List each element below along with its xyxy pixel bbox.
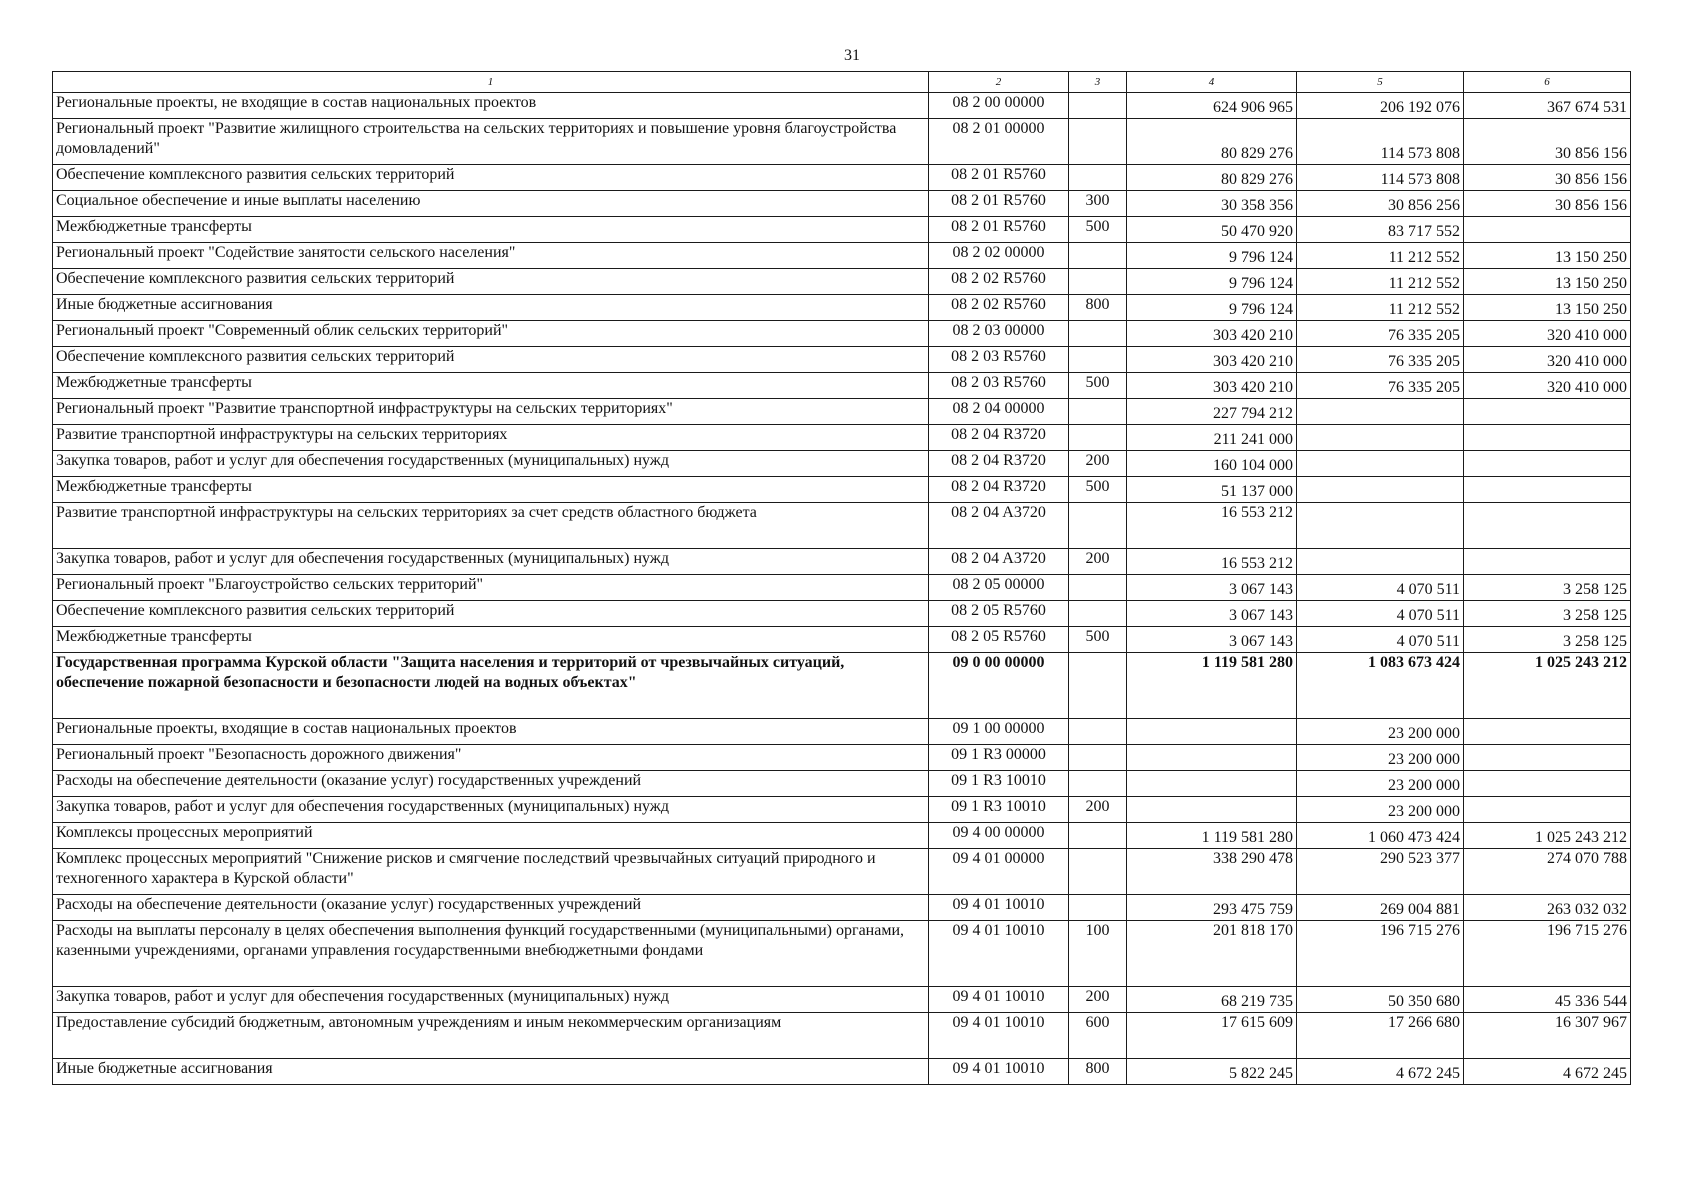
row-value-col6: 274 070 788 (1464, 849, 1631, 895)
row-name: Закупка товаров, работ и услуг для обеспечения государственных (муниципальных) нужд (53, 549, 929, 575)
row-value-col6: 367 674 531 (1464, 93, 1631, 119)
row-expense-type (1069, 399, 1127, 425)
row-code: 08 2 02 00000 (929, 243, 1069, 269)
row-expense-type (1069, 165, 1127, 191)
row-value-col5: 50 350 680 (1297, 987, 1464, 1013)
row-code: 08 2 02 R5760 (929, 269, 1069, 295)
row-name: Обеспечение комплексного развития сельских территорий (53, 347, 929, 373)
row-value-col5: 114 573 808 (1297, 165, 1464, 191)
row-value-col4: 80 829 276 (1127, 119, 1297, 165)
table-row (53, 477, 1631, 503)
row-name: Региональный проект "Содействие занятости сельского населения" (53, 243, 929, 269)
row-value-col5: 4 070 511 (1297, 601, 1464, 627)
row-value-col5: 290 523 377 (1297, 849, 1464, 895)
row-code: 08 2 03 R5760 (929, 347, 1069, 373)
row-name: Иные бюджетные ассигнования (53, 295, 929, 321)
row-value-col4: 293 475 759 (1127, 895, 1297, 921)
table-row (53, 1013, 1631, 1059)
row-value-col6 (1464, 477, 1631, 503)
row-value-col6: 30 856 156 (1464, 191, 1631, 217)
row-value-col5: 114 573 808 (1297, 119, 1464, 165)
row-name: Закупка товаров, работ и услуг для обеспечения государственных (муниципальных) нужд (53, 797, 929, 823)
row-value-col5: 1 083 673 424 (1297, 653, 1464, 719)
table-row (53, 987, 1631, 1013)
row-expense-type: 500 (1069, 217, 1127, 243)
row-code: 08 2 01 00000 (929, 119, 1069, 165)
row-value-col5: 11 212 552 (1297, 243, 1464, 269)
row-name: Региональные проекты, не входящие в состав национальных проектов (53, 93, 929, 119)
row-value-col5: 30 856 256 (1297, 191, 1464, 217)
table-row (53, 119, 1631, 165)
table-row (53, 451, 1631, 477)
row-value-col4: 16 553 212 (1127, 503, 1297, 549)
row-value-col6 (1464, 399, 1631, 425)
row-value-col6: 3 258 125 (1464, 601, 1631, 627)
row-value-col5: 1 060 473 424 (1297, 823, 1464, 849)
row-code: 09 4 01 00000 (929, 849, 1069, 895)
table-row (53, 653, 1631, 719)
row-value-col6: 263 032 032 (1464, 895, 1631, 921)
header-col-1: 1 (53, 72, 929, 93)
table-row (53, 321, 1631, 347)
row-name: Межбюджетные трансферты (53, 477, 929, 503)
row-expense-type: 200 (1069, 451, 1127, 477)
row-value-col4: 16 553 212 (1127, 549, 1297, 575)
row-value-col4: 303 420 210 (1127, 321, 1297, 347)
table-row (53, 243, 1631, 269)
row-code: 08 2 03 00000 (929, 321, 1069, 347)
row-value-col6 (1464, 797, 1631, 823)
table-row (53, 745, 1631, 771)
row-value-col6 (1464, 503, 1631, 549)
row-expense-type (1069, 269, 1127, 295)
row-value-col5: 83 717 552 (1297, 217, 1464, 243)
row-value-col4: 80 829 276 (1127, 165, 1297, 191)
row-code: 09 4 00 00000 (929, 823, 1069, 849)
row-name: Межбюджетные трансферты (53, 373, 929, 399)
row-value-col6: 16 307 967 (1464, 1013, 1631, 1059)
table-row (53, 719, 1631, 745)
row-name: Обеспечение комплексного развития сельских территорий (53, 601, 929, 627)
row-expense-type (1069, 119, 1127, 165)
row-expense-type (1069, 243, 1127, 269)
row-code: 08 2 00 00000 (929, 93, 1069, 119)
row-value-col5 (1297, 477, 1464, 503)
table-body (53, 93, 1631, 1085)
table-row (53, 771, 1631, 797)
row-name: Обеспечение комплексного развития сельских территорий (53, 165, 929, 191)
row-value-col6: 3 258 125 (1464, 627, 1631, 653)
table-row (53, 549, 1631, 575)
table-row (53, 627, 1631, 653)
row-name: Государственная программа Курской области "Защита населения и территорий от чрезвычайных ситуаций, обеспечение пожарной безопасности и безопасности людей на водных объектах" (53, 653, 929, 719)
row-name: Региональный проект "Благоустройство сельских территорий" (53, 575, 929, 601)
row-expense-type (1069, 425, 1127, 451)
row-value-col5: 206 192 076 (1297, 93, 1464, 119)
row-code: 09 0 00 00000 (929, 653, 1069, 719)
row-value-col5: 23 200 000 (1297, 719, 1464, 745)
row-value-col4: 9 796 124 (1127, 269, 1297, 295)
row-value-col4: 3 067 143 (1127, 575, 1297, 601)
row-code: 08 2 05 R5760 (929, 601, 1069, 627)
row-code: 09 4 01 10010 (929, 895, 1069, 921)
row-value-col6: 30 856 156 (1464, 119, 1631, 165)
page-number: 31 (844, 47, 860, 64)
row-value-col5: 23 200 000 (1297, 797, 1464, 823)
row-value-col6 (1464, 425, 1631, 451)
row-code: 08 2 04 R3720 (929, 425, 1069, 451)
row-name: Развитие транспортной инфраструктуры на сельских территориях за счет средств областного бюджета (53, 503, 929, 549)
table-row (53, 269, 1631, 295)
row-code: 09 1 R3 10010 (929, 797, 1069, 823)
row-expense-type (1069, 849, 1127, 895)
row-code: 08 2 04 A3720 (929, 549, 1069, 575)
row-value-col4: 17 615 609 (1127, 1013, 1297, 1059)
row-value-col4: 68 219 735 (1127, 987, 1297, 1013)
row-expense-type (1069, 771, 1127, 797)
row-value-col6 (1464, 451, 1631, 477)
table-row (53, 217, 1631, 243)
row-name: Предоставление субсидий бюджетным, автономным учреждениям и иным некоммерческим организациям (53, 1013, 929, 1059)
row-name: Обеспечение комплексного развития сельских территорий (53, 269, 929, 295)
row-value-col6: 1 025 243 212 (1464, 653, 1631, 719)
row-name: Иные бюджетные ассигнования (53, 1059, 929, 1085)
table-row (53, 823, 1631, 849)
row-expense-type: 200 (1069, 987, 1127, 1013)
row-code: 08 2 01 R5760 (929, 165, 1069, 191)
row-value-col4: 30 358 356 (1127, 191, 1297, 217)
row-code: 08 2 03 R5760 (929, 373, 1069, 399)
row-value-col5 (1297, 451, 1464, 477)
row-value-col4: 338 290 478 (1127, 849, 1297, 895)
row-expense-type: 200 (1069, 797, 1127, 823)
row-code: 08 2 04 A3720 (929, 503, 1069, 549)
row-value-col4 (1127, 797, 1297, 823)
row-value-col4: 1 119 581 280 (1127, 823, 1297, 849)
row-value-col5: 4 070 511 (1297, 575, 1464, 601)
row-value-col5: 269 004 881 (1297, 895, 1464, 921)
row-value-col5: 4 672 245 (1297, 1059, 1464, 1085)
table-row (53, 399, 1631, 425)
row-value-col4: 3 067 143 (1127, 627, 1297, 653)
row-value-col5: 23 200 000 (1297, 771, 1464, 797)
row-code: 08 2 05 00000 (929, 575, 1069, 601)
row-name: Региональный проект "Развитие транспортной инфраструктуры на сельских территориях" (53, 399, 929, 425)
row-code: 09 4 01 10010 (929, 921, 1069, 987)
row-value-col4: 5 822 245 (1127, 1059, 1297, 1085)
row-value-col5: 76 335 205 (1297, 347, 1464, 373)
row-value-col5: 23 200 000 (1297, 745, 1464, 771)
header-col-4: 4 (1127, 72, 1297, 93)
row-name: Расходы на обеспечение деятельности (оказание услуг) государственных учреждений (53, 895, 929, 921)
table-row (53, 503, 1631, 549)
row-value-col5: 76 335 205 (1297, 321, 1464, 347)
row-value-col5: 11 212 552 (1297, 295, 1464, 321)
row-expense-type: 500 (1069, 373, 1127, 399)
row-name: Закупка товаров, работ и услуг для обеспечения государственных (муниципальных) нужд (53, 451, 929, 477)
row-code: 09 1 R3 00000 (929, 745, 1069, 771)
table-row (53, 191, 1631, 217)
header-col-3: 3 (1069, 72, 1127, 93)
row-value-col5 (1297, 425, 1464, 451)
row-expense-type: 500 (1069, 477, 1127, 503)
row-value-col6: 320 410 000 (1464, 321, 1631, 347)
row-name: Развитие транспортной инфраструктуры на сельских территориях (53, 425, 929, 451)
row-value-col4: 1 119 581 280 (1127, 653, 1297, 719)
row-expense-type: 300 (1069, 191, 1127, 217)
row-value-col5 (1297, 503, 1464, 549)
row-code: 08 2 04 R3720 (929, 477, 1069, 503)
row-value-col4: 9 796 124 (1127, 295, 1297, 321)
row-value-col6 (1464, 217, 1631, 243)
row-expense-type (1069, 653, 1127, 719)
table-row (53, 1059, 1631, 1085)
row-value-col6: 13 150 250 (1464, 243, 1631, 269)
row-value-col4: 160 104 000 (1127, 451, 1297, 477)
row-expense-type: 800 (1069, 1059, 1127, 1085)
table-row (53, 895, 1631, 921)
row-value-col6: 4 672 245 (1464, 1059, 1631, 1085)
table-row (53, 921, 1631, 987)
row-expense-type (1069, 601, 1127, 627)
row-value-col4: 51 137 000 (1127, 477, 1297, 503)
row-value-col5: 17 266 680 (1297, 1013, 1464, 1059)
row-value-col6: 3 258 125 (1464, 575, 1631, 601)
row-value-col6: 1 025 243 212 (1464, 823, 1631, 849)
row-value-col4: 303 420 210 (1127, 347, 1297, 373)
row-expense-type (1069, 93, 1127, 119)
row-value-col5: 196 715 276 (1297, 921, 1464, 987)
header-row (53, 72, 1631, 93)
row-expense-type (1069, 347, 1127, 373)
row-value-col6: 13 150 250 (1464, 295, 1631, 321)
row-value-col6 (1464, 745, 1631, 771)
header-col-2: 2 (929, 72, 1069, 93)
row-code: 09 4 01 10010 (929, 987, 1069, 1013)
row-expense-type (1069, 575, 1127, 601)
row-value-col4: 9 796 124 (1127, 243, 1297, 269)
row-code: 09 1 R3 10010 (929, 771, 1069, 797)
row-value-col5: 4 070 511 (1297, 627, 1464, 653)
row-value-col4: 211 241 000 (1127, 425, 1297, 451)
table-row (53, 575, 1631, 601)
row-value-col5 (1297, 399, 1464, 425)
row-value-col6: 320 410 000 (1464, 373, 1631, 399)
row-code: 08 2 01 R5760 (929, 217, 1069, 243)
row-value-col4: 201 818 170 (1127, 921, 1297, 987)
table-row (53, 425, 1631, 451)
row-expense-type: 200 (1069, 549, 1127, 575)
row-value-col4: 50 470 920 (1127, 217, 1297, 243)
row-value-col4 (1127, 771, 1297, 797)
row-name: Региональный проект "Современный облик сельских территорий" (53, 321, 929, 347)
table-row (53, 295, 1631, 321)
row-expense-type: 800 (1069, 295, 1127, 321)
row-name: Закупка товаров, работ и услуг для обеспечения государственных (муниципальных) нужд (53, 987, 929, 1013)
row-expense-type (1069, 321, 1127, 347)
row-expense-type (1069, 823, 1127, 849)
row-expense-type (1069, 719, 1127, 745)
row-code: 08 2 05 R5760 (929, 627, 1069, 653)
row-code: 09 4 01 10010 (929, 1013, 1069, 1059)
row-name: Региональный проект "Развитие жилищного строительства на сельских территориях и повышение уровня благоустройства домовладений" (53, 119, 929, 165)
row-expense-type: 100 (1069, 921, 1127, 987)
row-value-col4 (1127, 719, 1297, 745)
budget-table (52, 71, 1631, 1085)
row-name: Региональные проекты, входящие в состав национальных проектов (53, 719, 929, 745)
header-col-6: 6 (1464, 72, 1631, 93)
row-name: Межбюджетные трансферты (53, 217, 929, 243)
row-name: Комплексы процессных мероприятий (53, 823, 929, 849)
row-name: Комплекс процессных мероприятий "Снижение рисков и смягчение последствий чрезвычайных ситуаций природного и техногенного характера в Курской области" (53, 849, 929, 895)
row-value-col4: 3 067 143 (1127, 601, 1297, 627)
row-value-col4: 624 906 965 (1127, 93, 1297, 119)
row-value-col5: 11 212 552 (1297, 269, 1464, 295)
row-code: 09 4 01 10010 (929, 1059, 1069, 1085)
table-row (53, 373, 1631, 399)
row-code: 09 1 00 00000 (929, 719, 1069, 745)
row-value-col4: 303 420 210 (1127, 373, 1297, 399)
table-row (53, 797, 1631, 823)
row-value-col6 (1464, 719, 1631, 745)
header-col-5: 5 (1297, 72, 1464, 93)
row-name: Социальное обеспечение и иные выплаты населению (53, 191, 929, 217)
row-value-col6 (1464, 771, 1631, 797)
table-row (53, 601, 1631, 627)
row-value-col5: 76 335 205 (1297, 373, 1464, 399)
row-name: Региональный проект "Безопасность дорожного движения" (53, 745, 929, 771)
row-code: 08 2 01 R5760 (929, 191, 1069, 217)
row-value-col6: 13 150 250 (1464, 269, 1631, 295)
table-row (53, 347, 1631, 373)
row-expense-type (1069, 503, 1127, 549)
row-code: 08 2 02 R5760 (929, 295, 1069, 321)
row-name: Межбюджетные трансферты (53, 627, 929, 653)
row-value-col4: 227 794 212 (1127, 399, 1297, 425)
table-row (53, 849, 1631, 895)
row-value-col6: 45 336 544 (1464, 987, 1631, 1013)
row-expense-type: 600 (1069, 1013, 1127, 1059)
row-value-col5 (1297, 549, 1464, 575)
table-row (53, 93, 1631, 119)
row-name: Расходы на выплаты персоналу в целях обеспечения выполнения функций государственными (муниципальными) органами, казенными учреждениями, органами управления государственными внебюджетными фондами (53, 921, 929, 987)
row-value-col6: 196 715 276 (1464, 921, 1631, 987)
row-code: 08 2 04 R3720 (929, 451, 1069, 477)
row-expense-type (1069, 745, 1127, 771)
row-value-col6: 30 856 156 (1464, 165, 1631, 191)
table-row (53, 165, 1631, 191)
row-value-col6: 320 410 000 (1464, 347, 1631, 373)
row-code: 08 2 04 00000 (929, 399, 1069, 425)
row-expense-type (1069, 895, 1127, 921)
row-expense-type: 500 (1069, 627, 1127, 653)
row-value-col6 (1464, 549, 1631, 575)
row-value-col4 (1127, 745, 1297, 771)
row-name: Расходы на обеспечение деятельности (оказание услуг) государственных учреждений (53, 771, 929, 797)
